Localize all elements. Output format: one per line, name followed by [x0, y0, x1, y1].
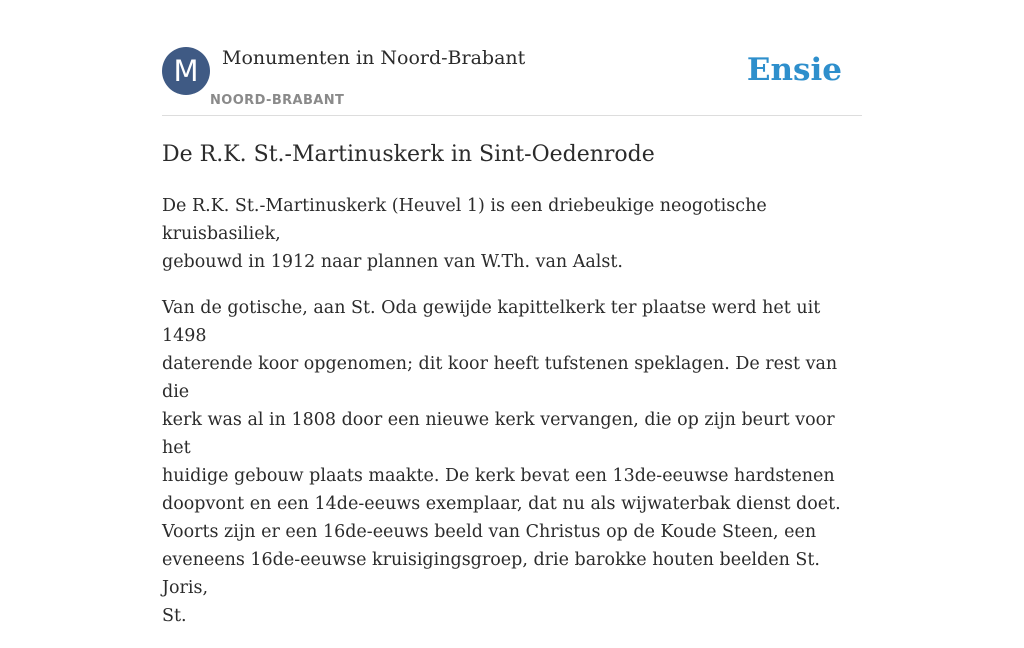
article-title: De R.K. St.-Martinuskerk in Sint-Oedenrode: [162, 142, 655, 167]
source-region[interactable]: NOORD-BRABANT: [210, 93, 345, 108]
text-line: St.: [162, 606, 187, 626]
source-title[interactable]: Monumenten in Noord-Brabant: [222, 47, 526, 69]
avatar[interactable]: M: [162, 47, 210, 95]
text-line: eveneens 16de-eeuwse kruisigingsgroep, drie barokke houten beelden St. Joris,: [162, 550, 820, 598]
text-line: Van de gotische, aan St. Oda gewijde kapittelkerk ter plaatse werd het uit 1498: [162, 298, 821, 346]
text-line: De R.K. St.-Martinuskerk (Heuvel 1) is een driebeukige neogotische kruisbasiliek,: [162, 196, 767, 244]
header: [162, 46, 862, 116]
text-line: kerk was al in 1808 door een nieuwe kerk vervangen, die op zijn beurt voor het: [162, 410, 835, 458]
paragraph: [162, 294, 862, 630]
ensie-logo[interactable]: Ensie: [746, 52, 842, 88]
article-body: [162, 192, 862, 648]
paragraph: [162, 192, 862, 276]
divider: [162, 115, 862, 116]
text-line: Voorts zijn er een 16de-eeuws beeld van Christus op de Koude Steen, een: [162, 522, 817, 542]
text-line: huidige gebouw plaats maakte. De kerk bevat een 13de-eeuwse hardstenen: [162, 466, 835, 486]
text-line: daterende koor opgenomen; dit koor heeft tufstenen speklagen. De rest van die: [162, 354, 838, 402]
text-line: gebouwd in 1912 naar plannen van W.Th. van Aalst.: [162, 252, 623, 272]
text-line: doopvont en een 14de-eeuws exemplaar, dat nu als wijwaterbak dienst doet.: [162, 494, 841, 514]
